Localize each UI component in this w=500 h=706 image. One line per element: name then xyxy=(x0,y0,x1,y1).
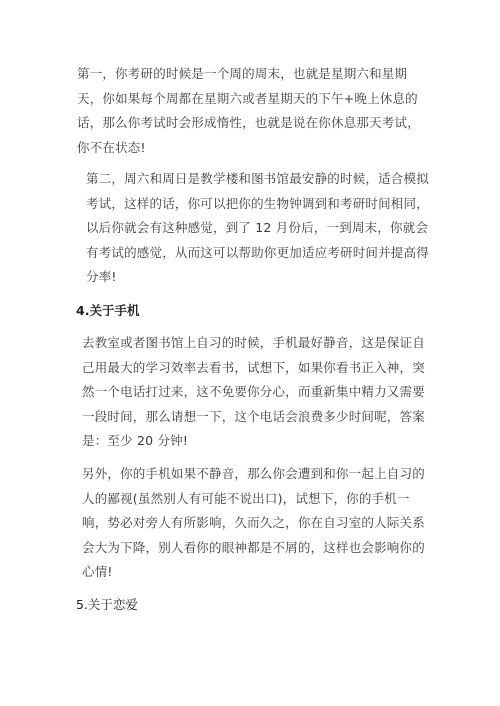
paragraph-3: 去教室或者图书馆上自习的时候，手机最好静音，这是保证自己用最大的学习效率去看书，试想下，如果你看书正入神，突然一个电话打过来，这不免要你分心，而重新集中精力又需要一段时间，那么请想一下，这个电话会浪费多少时间呢，答案是：至少 20 分钟! xyxy=(82,335,425,448)
paragraph-2: 第二，周六和周日是教学楼和图书馆最安静的时候，适合模拟考试，这样的话，你可以把你的生物钟调到和考研时间相同，以后你就会有这种感觉，到了 12 月份后，一到周末，你就会有考试的感觉，从而这可以帮助你更加适应考研时间并提高得分率! xyxy=(86,171,429,284)
paragraph-1: 第一，你考研的时候是一个周的周末，也就是星期六和星期天，你如果每个周都在星期六或者星期天的下午+晚上休息的话，那么你考试时会形成惰性，也就是说在你休息那天考试，你不在状态! xyxy=(77,66,420,155)
paragraph-4: 另外，你的手机如果不静音，那么你会遭到和你一起上自习的人的鄙视(虽然别人有可能不说出口)，试想下，你的手机一响，势必对旁人有所影响，久而久之，你在自习室的人际关系会大为下降，别人看你的眼神都是不屑的，这样也会影响你的心情! xyxy=(82,466,425,579)
section-heading-phone: 4.关于手机 xyxy=(76,303,140,318)
section-heading-romance: 5.关于恋爱 xyxy=(76,597,138,612)
